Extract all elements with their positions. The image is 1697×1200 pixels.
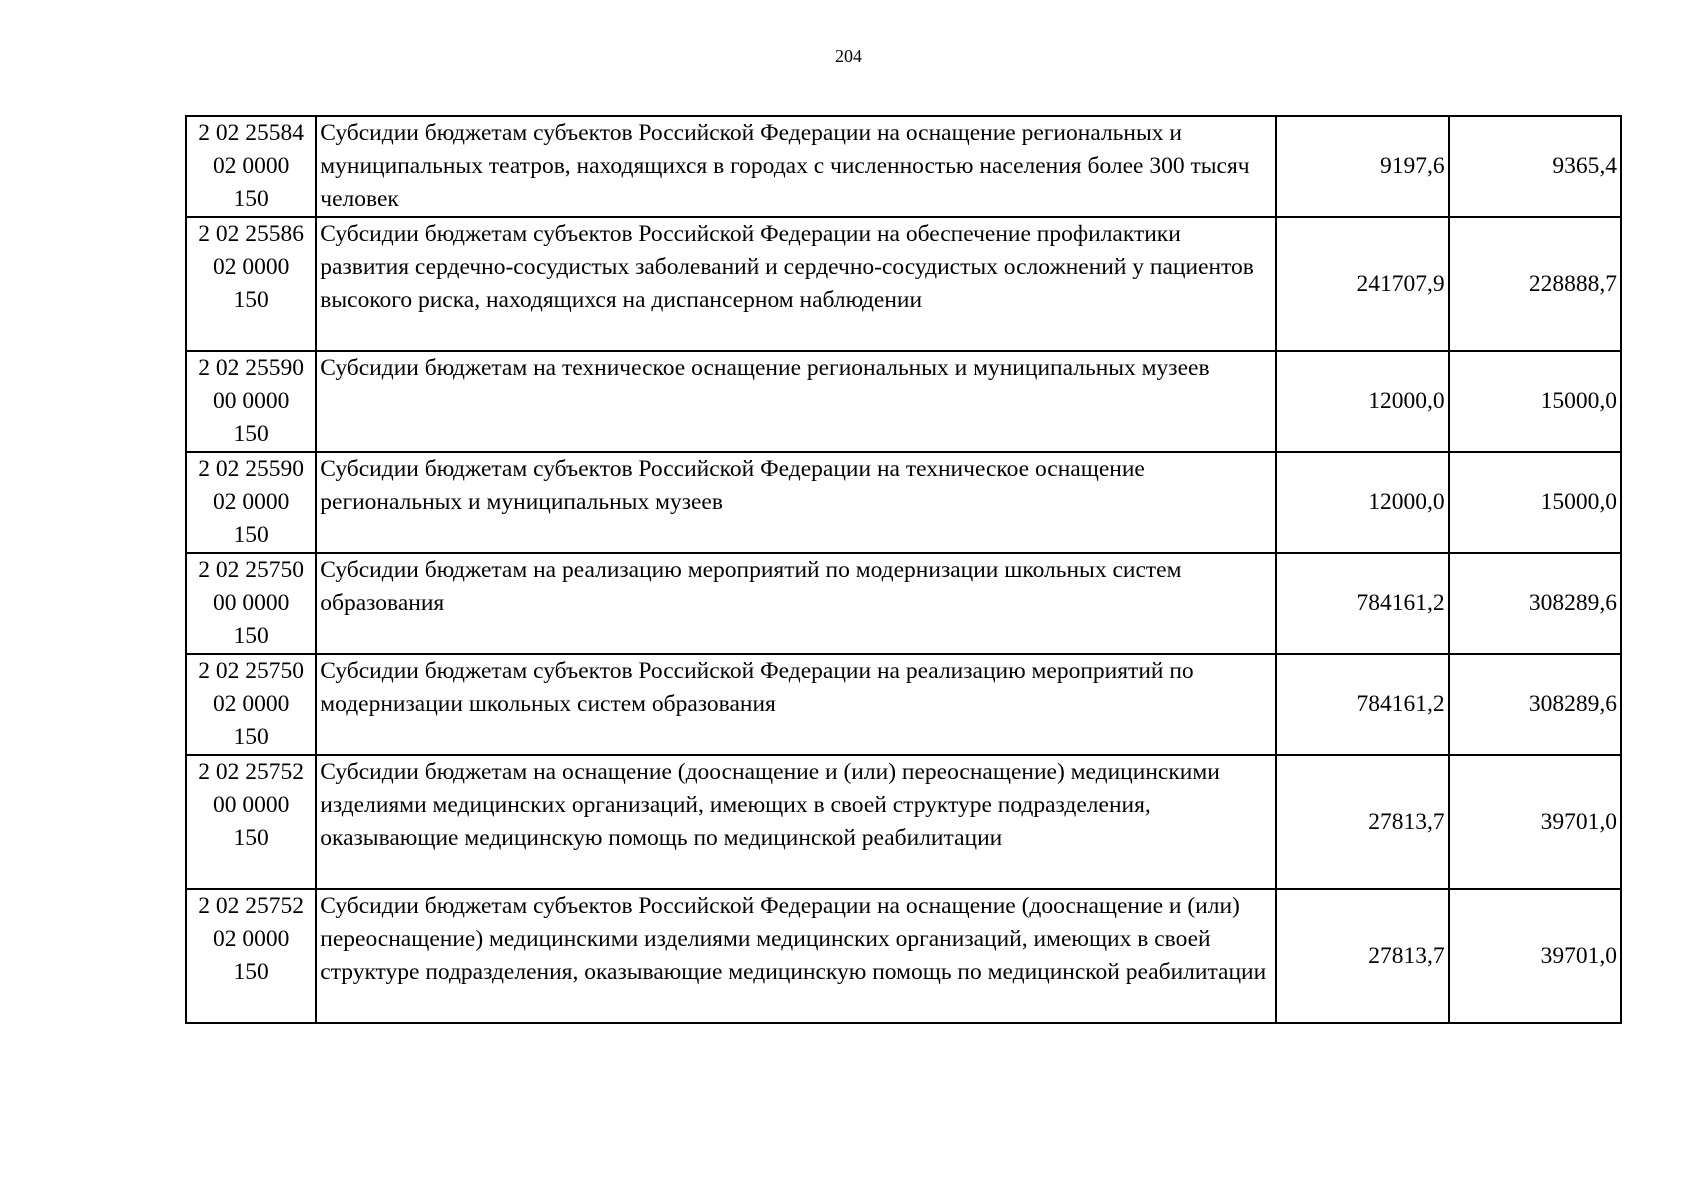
value-2-cell: 9365,4 — [1449, 116, 1621, 217]
value-1-cell: 27813,7 — [1276, 889, 1448, 1023]
budget-code-cell: 2 02 25752 02 0000 150 — [186, 889, 316, 1023]
table-row — [186, 116, 1621, 217]
value-1-cell: 784161,2 — [1276, 553, 1448, 654]
table-row — [186, 452, 1621, 553]
value-2-cell: 308289,6 — [1449, 654, 1621, 755]
value-2-cell: 39701,0 — [1449, 889, 1621, 1023]
value-2-cell: 15000,0 — [1449, 452, 1621, 553]
budget-code-cell: 2 02 25750 00 0000 150 — [186, 553, 316, 654]
budget-code-cell: 2 02 25752 00 0000 150 — [186, 755, 316, 889]
table-row — [186, 654, 1621, 755]
budget-code-cell: 2 02 25750 02 0000 150 — [186, 654, 316, 755]
table-row — [186, 553, 1621, 654]
value-2-cell: 39701,0 — [1449, 755, 1621, 889]
income-name-cell: Субсидии бюджетам субъектов Российской Федерации на оснащение (дооснащение и (или) переоснащение) медицинскими изделиями медицинских организаций, имеющих в своей структуре подразделения, оказывающие медицинскую помощь по медицинской реабилитации — [316, 889, 1276, 1023]
income-name-cell: Субсидии бюджетам на оснащение (дооснащение и (или) переоснащение) медицинскими изделиями медицинских организаций, имеющих в своей структуре подразделения, оказывающие медицинскую помощь по медицинской реабилитации — [316, 755, 1276, 889]
value-2-cell: 228888,7 — [1449, 217, 1621, 351]
income-name-cell: Субсидии бюджетам субъектов Российской Федерации на оснащение региональных и муниципальных театров, находящихся в городах с численностью населения более 300 тысяч человек — [316, 116, 1276, 217]
value-2-cell: 308289,6 — [1449, 553, 1621, 654]
value-1-cell: 12000,0 — [1276, 351, 1448, 452]
value-1-cell: 12000,0 — [1276, 452, 1448, 553]
value-1-cell: 241707,9 — [1276, 217, 1448, 351]
value-2-cell: 15000,0 — [1449, 351, 1621, 452]
budget-code-cell: 2 02 25590 00 0000 150 — [186, 351, 316, 452]
income-name-cell: Субсидии бюджетам субъектов Российской Федерации на техническое оснащение региональных и муниципальных музеев — [316, 452, 1276, 553]
table-row — [186, 755, 1621, 889]
value-1-cell: 784161,2 — [1276, 654, 1448, 755]
table-row — [186, 351, 1621, 452]
table-row — [186, 217, 1621, 351]
budget-table — [185, 115, 1622, 1024]
income-name-cell: Субсидии бюджетам на реализацию мероприятий по модернизации школьных систем образования — [316, 553, 1276, 654]
income-name-cell: Субсидии бюджетам субъектов Российской Федерации на обеспечение профилактики развития сердечно-сосудистых заболеваний и сердечно-сосудистых осложнений у пациентов высокого риска, находящихся на диспансерном наблюдении — [316, 217, 1276, 351]
value-1-cell: 9197,6 — [1276, 116, 1448, 217]
income-name-cell: Субсидии бюджетам на техническое оснащение региональных и муниципальных музеев — [316, 351, 1276, 452]
table-row — [186, 889, 1621, 1023]
income-name-cell: Субсидии бюджетам субъектов Российской Федерации на реализацию мероприятий по модернизации школьных систем образования — [316, 654, 1276, 755]
page-number: 204 — [835, 46, 862, 66]
value-1-cell: 27813,7 — [1276, 755, 1448, 889]
budget-code-cell: 2 02 25586 02 0000 150 — [186, 217, 316, 351]
budget-code-cell: 2 02 25584 02 0000 150 — [186, 116, 316, 217]
budget-code-cell: 2 02 25590 02 0000 150 — [186, 452, 316, 553]
